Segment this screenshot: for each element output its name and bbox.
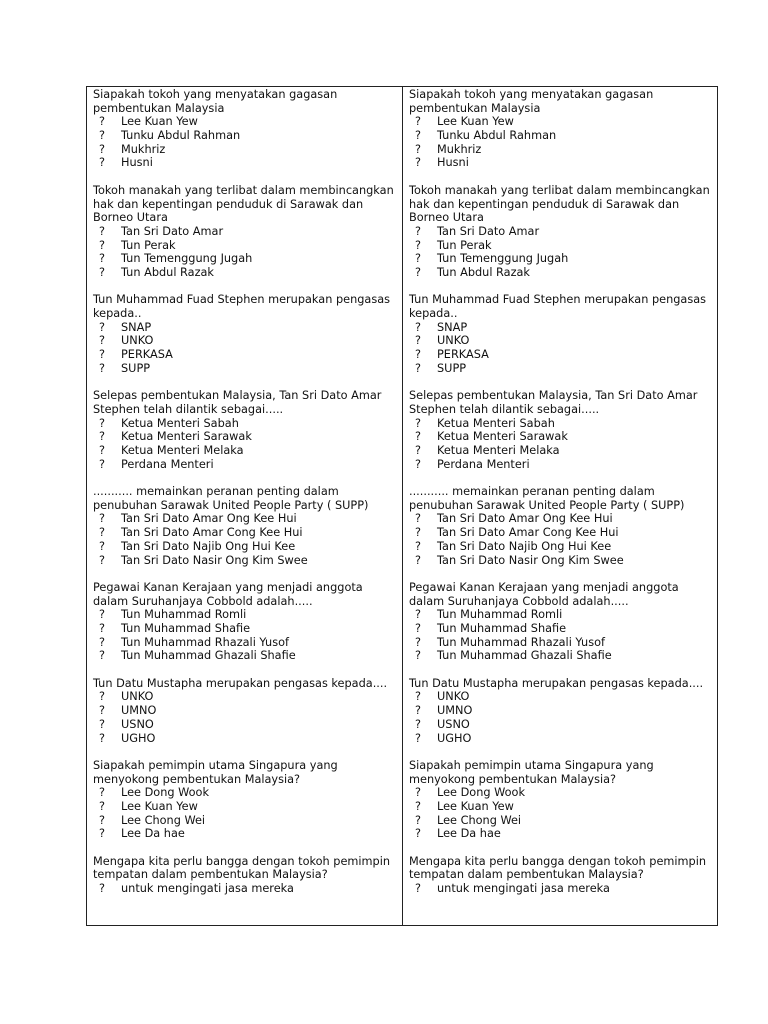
option-label: USNO: [121, 717, 154, 731]
bullet-glyph: ?: [99, 553, 105, 567]
option-item: [409, 252, 713, 266]
option-label: Ketua Menteri Sabah: [121, 416, 239, 430]
bullet-glyph: ?: [99, 457, 105, 471]
option-label: Mukhriz: [121, 142, 166, 156]
option-label: untuk mengingati jasa mereka: [121, 882, 294, 896]
option-item: [93, 718, 398, 732]
option-item: [93, 690, 398, 704]
option-item: [409, 143, 713, 157]
question-block: [93, 677, 398, 745]
bullet-glyph: ?: [415, 361, 421, 375]
question-text: Pegawai Kanan Kerajaan yang menjadi anggota dalam Suruhanjaya Cobbold adalah.....: [93, 580, 367, 608]
option-item: [409, 266, 713, 280]
option-item: [93, 732, 398, 746]
option-label: Tan Sri Dato Najib Ong Hui Kee: [121, 539, 296, 553]
option-item: [93, 266, 398, 280]
question-block: [93, 88, 398, 170]
bullet-glyph: ?: [99, 224, 105, 238]
option-item: [93, 239, 398, 253]
option-label: UNKO: [437, 690, 470, 704]
option-list: [409, 321, 713, 376]
option-list: [93, 321, 398, 376]
bullet-glyph: ?: [415, 266, 421, 280]
bullet-glyph: ?: [99, 827, 105, 841]
question-block: [93, 759, 398, 841]
question-text: Mengapa kita perlu bangga dengan tokoh pemimpin tempatan dalam pembentukan Malaysia?: [409, 854, 710, 882]
option-label: Tun Perak: [121, 238, 176, 252]
option-list: [93, 882, 398, 896]
option-label: Husni: [121, 156, 153, 170]
option-item: [409, 649, 713, 663]
option-label: USNO: [437, 717, 470, 731]
option-label: Tan Sri Dato Amar Cong Kee Hui: [121, 526, 303, 540]
option-item: [93, 814, 398, 828]
option-list: [93, 608, 398, 663]
bullet-glyph: ?: [99, 156, 105, 170]
bullet-glyph: ?: [99, 690, 105, 704]
option-list: [409, 115, 713, 170]
option-item: [409, 554, 713, 568]
option-label: Tun Muhammad Ghazali Shafie: [437, 649, 612, 663]
bullet-glyph: ?: [99, 444, 105, 458]
option-item: [93, 512, 398, 526]
bullet-glyph: ?: [415, 348, 421, 362]
question-block: [93, 389, 398, 471]
option-label: Lee Da hae: [437, 827, 501, 841]
option-label: Perdana Menteri: [437, 457, 530, 471]
option-item: [93, 321, 398, 335]
option-list: [409, 608, 713, 663]
option-label: UNKO: [121, 690, 154, 704]
question-block: [93, 293, 398, 375]
question-text: Tokoh manakah yang terlibat dalam membincangkan hak dan kepentingan penduduk di Sarawak dan Borneo Utara: [93, 183, 398, 225]
option-label: Tan Sri Dato Amar: [121, 224, 224, 238]
bullet-glyph: ?: [99, 238, 105, 252]
bullet-glyph: ?: [415, 224, 421, 238]
option-item: [409, 827, 713, 841]
question-text: Tun Datu Mustapha merupakan pengasas kepada....: [93, 676, 388, 690]
option-label: Perdana Menteri: [121, 457, 214, 471]
option-label: Tun Abdul Razak: [121, 266, 214, 280]
bullet-glyph: ?: [99, 622, 105, 636]
option-item: [93, 129, 398, 143]
bullet-glyph: ?: [99, 608, 105, 622]
question-block: [409, 485, 713, 567]
bullet-glyph: ?: [415, 622, 421, 636]
bullet-glyph: ?: [415, 238, 421, 252]
option-label: Tun Temenggung Jugah: [121, 252, 253, 266]
bullet-glyph: ?: [415, 717, 421, 731]
question-text: Siapakah tokoh yang menyatakan gagasan pembentukan Malaysia: [93, 88, 341, 115]
option-item: [409, 622, 713, 636]
option-label: Tun Perak: [437, 238, 492, 252]
option-list: [93, 417, 398, 472]
option-item: [409, 115, 713, 129]
bullet-glyph: ?: [99, 361, 105, 375]
option-label: Tan Sri Dato Nasir Ong Kim Swee: [437, 553, 624, 567]
bullet-glyph: ?: [99, 704, 105, 718]
option-item: [409, 444, 713, 458]
bullet-glyph: ?: [415, 457, 421, 471]
option-item: [409, 786, 713, 800]
option-item: [409, 321, 713, 335]
option-label: Tun Muhammad Romli: [437, 608, 563, 622]
option-item: [409, 458, 713, 472]
option-label: PERKASA: [121, 348, 173, 362]
option-item: [409, 814, 713, 828]
option-list: [409, 786, 713, 841]
option-item: [409, 718, 713, 732]
bullet-glyph: ?: [415, 690, 421, 704]
option-list: [93, 786, 398, 841]
question-text: Pegawai Kanan Kerajaan yang menjadi anggota dalam Suruhanjaya Cobbold adalah.....: [409, 580, 683, 608]
option-item: [93, 348, 398, 362]
option-item: [93, 143, 398, 157]
question-block: [409, 88, 713, 170]
bullet-glyph: ?: [99, 348, 105, 362]
question-block: [93, 184, 398, 280]
question-text: Tun Muhammad Fuad Stephen merupakan pengasas kepada..: [93, 293, 394, 321]
option-item: [93, 554, 398, 568]
option-label: Tunku Abdul Rahman: [121, 129, 241, 143]
worksheet-column-right: [402, 87, 717, 925]
option-item: [409, 417, 713, 431]
bullet-glyph: ?: [415, 882, 421, 896]
bullet-glyph: ?: [415, 156, 421, 170]
question-text: Selepas pembentukan Malaysia, Tan Sri Dato Amar Stephen telah dilantik sebagai.....: [93, 389, 386, 416]
question-text: Mengapa kita perlu bangga dengan tokoh pemimpin tempatan dalam pembentukan Malaysia?: [93, 854, 394, 882]
option-list: [409, 882, 713, 896]
option-label: Lee Kuan Yew: [437, 800, 514, 813]
option-item: [93, 608, 398, 622]
question-block: [409, 759, 713, 841]
option-item: [93, 252, 398, 266]
option-label: Lee Chong Wei: [121, 813, 206, 827]
option-label: UGHO: [121, 731, 156, 745]
option-label: Ketua Menteri Sarawak: [121, 430, 252, 444]
question-text: Tokoh manakah yang terlibat dalam membincangkan hak dan kepentingan penduduk di Sarawak dan Borneo Utara: [409, 183, 714, 225]
option-label: Tun Muhammad Shafie: [437, 622, 567, 636]
option-item: [409, 239, 713, 253]
bullet-glyph: ?: [415, 827, 421, 841]
option-list: [93, 512, 398, 567]
option-label: UMNO: [437, 704, 473, 718]
option-item: [409, 526, 713, 540]
question-block: [409, 677, 713, 745]
option-list: [409, 690, 713, 745]
question-text: Tun Datu Mustapha merupakan pengasas kepada....: [409, 676, 704, 690]
option-label: SUPP: [121, 361, 151, 375]
option-item: [409, 156, 713, 170]
bullet-glyph: ?: [99, 252, 105, 266]
bullet-glyph: ?: [99, 813, 105, 827]
option-item: [93, 225, 398, 239]
option-label: Lee Dong Wook: [437, 786, 525, 800]
option-item: [93, 115, 398, 129]
option-list: [409, 225, 713, 280]
option-list: [409, 512, 713, 567]
bullet-glyph: ?: [99, 142, 105, 156]
option-label: Tan Sri Dato Nasir Ong Kim Swee: [121, 553, 308, 567]
option-label: SUPP: [437, 361, 467, 375]
option-item: [93, 636, 398, 650]
option-list: [409, 417, 713, 472]
option-item: [409, 732, 713, 746]
bullet-glyph: ?: [415, 704, 421, 718]
option-label: SNAP: [437, 320, 468, 334]
option-label: Lee Kuan Yew: [121, 800, 198, 813]
bullet-glyph: ?: [99, 649, 105, 663]
bullet-glyph: ?: [415, 553, 421, 567]
option-label: Ketua Menteri Sabah: [437, 416, 555, 430]
bullet-glyph: ?: [99, 717, 105, 731]
option-label: Lee Kuan Yew: [437, 115, 514, 129]
option-label: Ketua Menteri Melaka: [121, 444, 244, 458]
bullet-glyph: ?: [99, 115, 105, 129]
bullet-glyph: ?: [99, 334, 105, 348]
option-label: Mukhriz: [437, 142, 482, 156]
option-item: [409, 540, 713, 554]
question-block: [409, 293, 713, 375]
option-label: Ketua Menteri Sarawak: [437, 430, 568, 444]
question-block: [93, 855, 398, 896]
option-item: [93, 649, 398, 663]
bullet-glyph: ?: [99, 526, 105, 540]
bullet-glyph: ?: [415, 444, 421, 458]
worksheet-table: [86, 86, 718, 926]
option-item: [93, 786, 398, 800]
bullet-glyph: ?: [415, 430, 421, 444]
bullet-glyph: ?: [99, 320, 105, 334]
bullet-glyph: ?: [415, 416, 421, 430]
option-label: UMNO: [121, 704, 157, 718]
option-label: UNKO: [121, 334, 154, 348]
option-item: [93, 417, 398, 431]
option-item: [93, 458, 398, 472]
option-label: Lee Kuan Yew: [121, 115, 198, 129]
option-label: Tan Sri Dato Amar: [437, 224, 540, 238]
bullet-glyph: ?: [99, 129, 105, 143]
question-block: [409, 184, 713, 280]
bullet-glyph: ?: [415, 526, 421, 540]
option-label: Tun Temenggung Jugah: [437, 252, 569, 266]
option-label: UNKO: [437, 334, 470, 348]
option-label: Tun Muhammad Ghazali Shafie: [121, 649, 296, 663]
bullet-glyph: ?: [415, 320, 421, 334]
option-item: [93, 156, 398, 170]
option-item: [409, 704, 713, 718]
option-item: [93, 526, 398, 540]
question-text: Siapakah pemimpin utama Singapura yang menyokong pembentukan Malaysia?: [409, 758, 658, 786]
option-label: Lee Dong Wook: [121, 786, 209, 800]
question-text: Siapakah pemimpin utama Singapura yang menyokong pembentukan Malaysia?: [93, 758, 342, 786]
option-item: [93, 430, 398, 444]
bullet-glyph: ?: [99, 512, 105, 526]
bullet-glyph: ?: [99, 416, 105, 430]
question-block: [409, 855, 713, 896]
option-item: [409, 512, 713, 526]
option-item: [409, 882, 713, 896]
option-item: [409, 334, 713, 348]
option-label: Tun Muhammad Rhazali Yusof: [437, 635, 605, 649]
option-label: Lee Da hae: [121, 827, 185, 841]
option-item: [409, 430, 713, 444]
question-block: [93, 581, 398, 663]
bullet-glyph: ?: [99, 882, 105, 896]
option-item: [409, 129, 713, 143]
question-text: Selepas pembentukan Malaysia, Tan Sri Dato Amar Stephen telah dilantik sebagai.....: [409, 389, 702, 416]
option-item: [409, 225, 713, 239]
bullet-glyph: ?: [99, 786, 105, 800]
option-label: Lee Chong Wei: [437, 813, 522, 827]
option-item: [93, 444, 398, 458]
bullet-glyph: ?: [415, 115, 421, 129]
bullet-glyph: ?: [415, 252, 421, 266]
option-label: Husni: [437, 156, 469, 170]
option-item: [409, 690, 713, 704]
bullet-glyph: ?: [415, 334, 421, 348]
bullet-glyph: ?: [99, 800, 105, 813]
bullet-glyph: ?: [99, 266, 105, 280]
bullet-glyph: ?: [415, 539, 421, 553]
option-label: Tun Muhammad Shafie: [121, 622, 251, 636]
option-item: [93, 334, 398, 348]
bullet-glyph: ?: [415, 649, 421, 663]
option-item: [93, 800, 398, 814]
option-label: untuk mengingati jasa mereka: [437, 882, 610, 896]
bullet-glyph: ?: [99, 635, 105, 649]
option-label: Tan Sri Dato Amar Cong Kee Hui: [437, 526, 619, 540]
option-label: SNAP: [121, 320, 152, 334]
bullet-glyph: ?: [99, 539, 105, 553]
question-text: Siapakah tokoh yang menyatakan gagasan pembentukan Malaysia: [409, 88, 657, 115]
option-item: [409, 362, 713, 376]
question-block: [93, 485, 398, 567]
bullet-glyph: ?: [415, 608, 421, 622]
option-item: [93, 882, 398, 896]
option-item: [409, 608, 713, 622]
option-item: [409, 636, 713, 650]
option-item: [409, 348, 713, 362]
option-item: [93, 704, 398, 718]
option-label: UGHO: [437, 731, 472, 745]
bullet-glyph: ?: [99, 731, 105, 745]
question-block: [409, 389, 713, 471]
bullet-glyph: ?: [415, 731, 421, 745]
option-list: [93, 690, 398, 745]
bullet-glyph: ?: [415, 635, 421, 649]
option-label: Tan Sri Dato Najib Ong Hui Kee: [437, 539, 612, 553]
question-text: ........... memainkan peranan penting dalam penubuhan Sarawak United People Party ( SUPP): [93, 485, 369, 512]
question-block: [409, 581, 713, 663]
question-text: ........... memainkan peranan penting dalam penubuhan Sarawak United People Party ( SUPP): [409, 485, 685, 512]
bullet-glyph: ?: [99, 430, 105, 444]
option-label: Tan Sri Dato Amar Ong Kee Hui: [121, 512, 297, 526]
option-label: Tun Abdul Razak: [437, 266, 530, 280]
option-list: [93, 225, 398, 280]
option-label: Tunku Abdul Rahman: [437, 129, 557, 143]
option-item: [93, 827, 398, 841]
option-label: Ketua Menteri Melaka: [437, 444, 560, 458]
option-item: [409, 800, 713, 814]
bullet-glyph: ?: [415, 813, 421, 827]
bullet-glyph: ?: [415, 142, 421, 156]
option-item: [93, 362, 398, 376]
bullet-glyph: ?: [415, 129, 421, 143]
option-item: [93, 622, 398, 636]
option-label: Tun Muhammad Romli: [121, 608, 247, 622]
option-label: PERKASA: [437, 348, 489, 362]
option-label: Tun Muhammad Rhazali Yusof: [121, 635, 289, 649]
question-text: Tun Muhammad Fuad Stephen merupakan pengasas kepada..: [409, 293, 710, 321]
option-list: [93, 115, 398, 170]
bullet-glyph: ?: [415, 786, 421, 800]
worksheet-column-left: [87, 87, 402, 925]
option-item: [93, 540, 398, 554]
bullet-glyph: ?: [415, 512, 421, 526]
bullet-glyph: ?: [415, 800, 421, 813]
option-label: Tan Sri Dato Amar Ong Kee Hui: [437, 512, 613, 526]
